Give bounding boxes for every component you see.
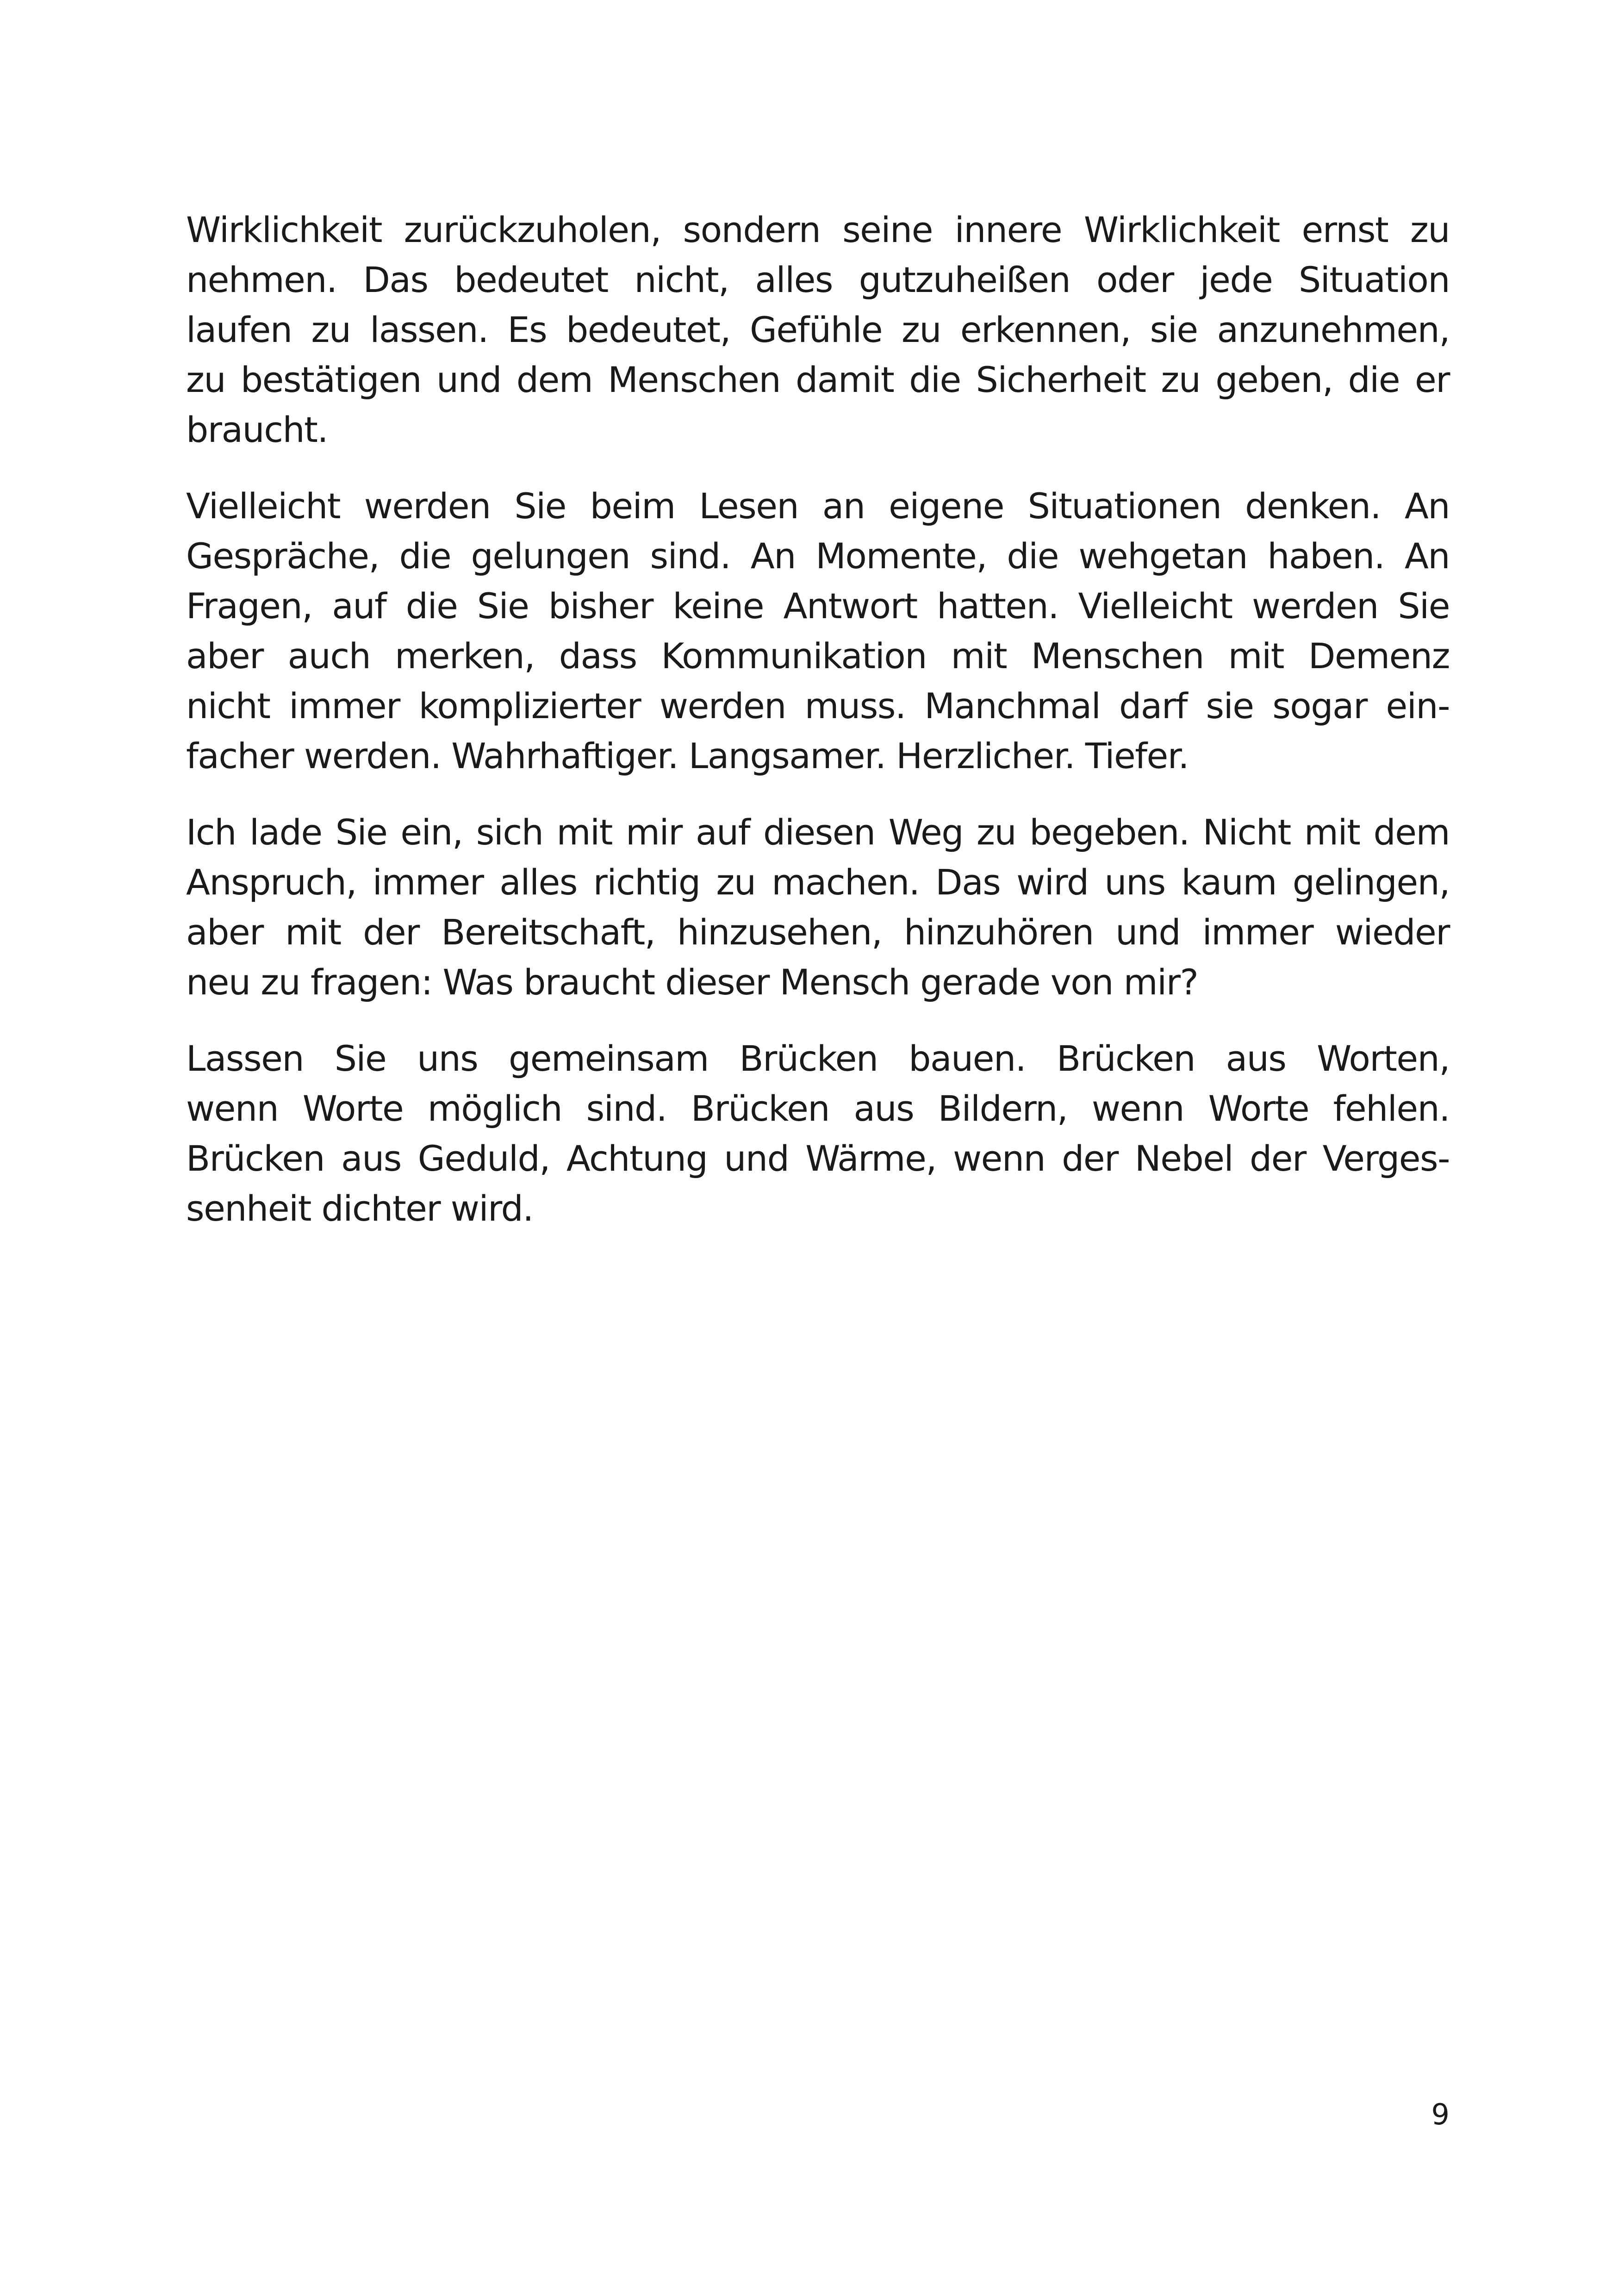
text-line: aber mit der Bereitschaft, hinzusehen, hinzuhören und immer wieder [186, 912, 1450, 953]
paragraph-2 [186, 481, 1450, 781]
text-line: nicht immer komplizierter werden muss. Manchmal darf sie sogar ein- [186, 685, 1450, 726]
text-line: Fragen, auf die Sie bisher keine Antwort hatten. Vielleicht werden Sie [186, 585, 1450, 627]
text-line: Ich lade Sie ein, sich mit mir auf diesen Weg zu begeben. Nicht mit dem [186, 812, 1450, 853]
body-text [186, 205, 1450, 1260]
text-line: Lassen Sie uns gemeinsam Brücken bauen. Brücken aus Worten, [186, 1038, 1450, 1079]
text-line: wenn Worte möglich sind. Brücken aus Bildern, wenn Worte fehlen. [186, 1088, 1450, 1129]
paragraph-3 [186, 807, 1450, 1007]
text-line: facher werden. Wahrhaftiger. Langsamer. Herzlicher. Tiefer. [186, 735, 1189, 776]
text-line: braucht. [186, 409, 328, 450]
text-line: senheit dichter wird. [186, 1188, 533, 1229]
paragraph-4 [186, 1034, 1450, 1234]
text-line: laufen zu lassen. Es bedeutet, Gefühle zu erkennen, sie anzunehmen, [186, 309, 1450, 350]
text-line: Vielleicht werden Sie beim Lesen an eigene Situationen denken. An [186, 485, 1450, 527]
text-line: Wirklichkeit zurückzuholen, sondern seine innere Wirklichkeit ernst zu [186, 209, 1450, 250]
text-line: aber auch merken, dass Kommunikation mit Menschen mit Demenz [186, 635, 1450, 676]
text-line: zu bestätigen und dem Menschen damit die Sicherheit zu geben, die er [186, 359, 1450, 400]
text-line: nehmen. Das bedeutet nicht, alles gutzuheißen oder jede Situation [186, 259, 1450, 300]
text-line: neu zu fragen: Was braucht dieser Mensch gerade von mir? [186, 962, 1198, 1003]
paragraph-1 [186, 205, 1450, 455]
text-line: Anspruch, immer alles richtig zu machen. Das wird uns kaum gelingen, [186, 862, 1450, 903]
text-line: Brücken aus Geduld, Achtung und Wärme, wenn der Nebel der Verges- [186, 1138, 1450, 1179]
page-number: 9 [1431, 2097, 1450, 2131]
text-line: Gespräche, die gelungen sind. An Momente, die wehgetan haben. An [186, 535, 1450, 577]
